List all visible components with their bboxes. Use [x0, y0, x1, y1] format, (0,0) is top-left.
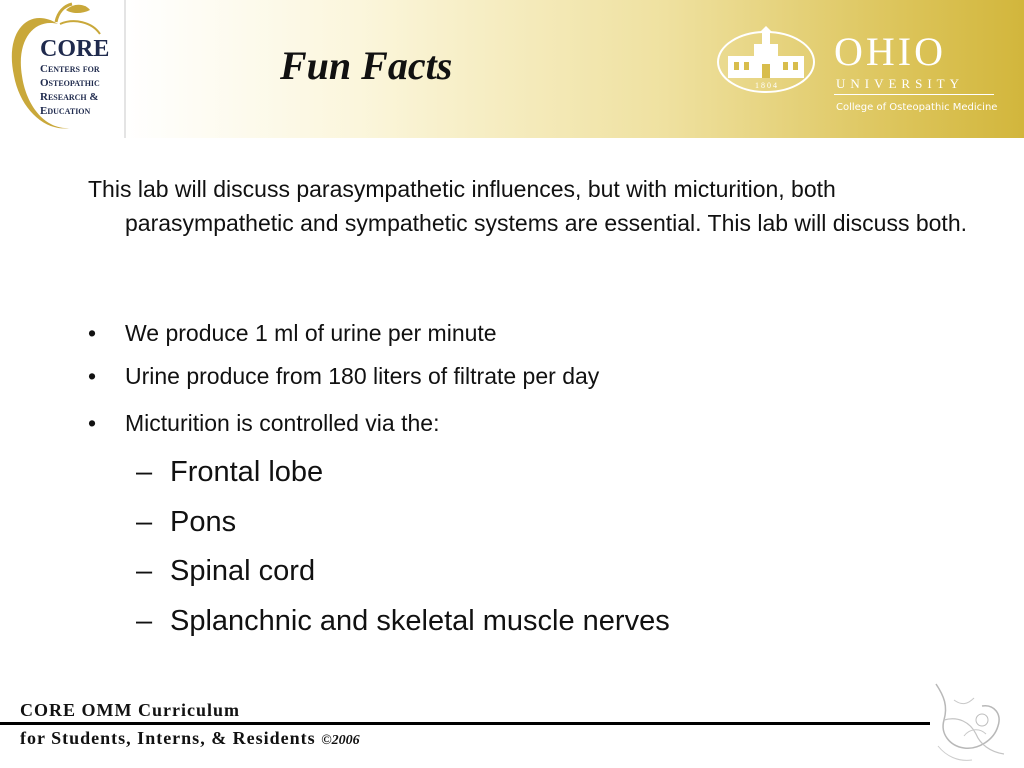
bullet-text: Micturition is controlled via the:: [125, 410, 440, 436]
sub-bullet-marker: –: [136, 456, 153, 488]
header-divider: [124, 0, 126, 138]
core-logo-line: Research &: [40, 91, 99, 103]
footer-audience-text: for Students, Interns, & Residents: [20, 728, 316, 748]
core-logo-line: Centers for: [40, 63, 100, 75]
bullet-text: We produce 1 ml of urine per minute: [125, 320, 497, 346]
footer-curriculum: CORE OMM Curriculum: [20, 700, 240, 720]
bullet-marker: •: [88, 410, 97, 436]
sub-bullet-text: Pons: [170, 506, 237, 538]
sub-bullet-marker: –: [136, 605, 153, 637]
bullet-item: [88, 408, 439, 438]
ohio-logo-college: College of Osteopathic Medicine: [836, 102, 998, 113]
core-logo-line: Education: [40, 105, 91, 117]
core-logo-word: CORE: [40, 36, 110, 62]
ohio-university-logo: [714, 26, 1004, 122]
sub-bullet-item: [136, 504, 236, 540]
building-icon: [714, 26, 824, 96]
slide-body: [88, 172, 968, 637]
core-logo-text: [40, 36, 109, 118]
ohio-logo-rule: [834, 94, 994, 95]
bullet-text: Urine produce from 180 liters of filtrate per day: [125, 363, 600, 389]
sub-bullet-item: [136, 553, 315, 589]
bullet-item: [88, 361, 599, 391]
slide-title: Fun Facts: [280, 43, 453, 88]
bullet-item: [88, 318, 497, 348]
bullet-marker: •: [88, 320, 97, 346]
sub-bullet-marker: –: [136, 555, 153, 587]
footer-rule: [0, 722, 930, 725]
bullet-marker: •: [88, 363, 97, 389]
sub-bullet-marker: –: [136, 506, 153, 538]
footer-audience: [20, 728, 360, 749]
sub-bullet-text: Spinal cord: [170, 555, 316, 587]
ohio-logo-year: 1 8 0 4: [755, 81, 777, 90]
sub-bullet-item: [136, 603, 670, 639]
anatomy-sketch-icon: [924, 676, 1014, 766]
core-logo: [0, 0, 124, 138]
footer-copyright: ©2006: [321, 733, 360, 748]
intro-paragraph: This lab will discuss parasympathetic influences, but with micturition, both parasympathetic and sympathetic systems are essential. This lab will discuss both.: [88, 176, 968, 236]
sub-bullet-text: Frontal lobe: [170, 456, 324, 488]
ohio-logo-university: UNIVERSITY: [836, 76, 964, 91]
ohio-logo-word: OHIO: [834, 29, 946, 74]
sub-bullet-item: [136, 454, 323, 490]
core-logo-line: Osteopathic: [40, 77, 100, 89]
slide-header: [0, 0, 1024, 138]
sub-bullet-text: Splanchnic and skeletal muscle nerves: [170, 605, 670, 637]
